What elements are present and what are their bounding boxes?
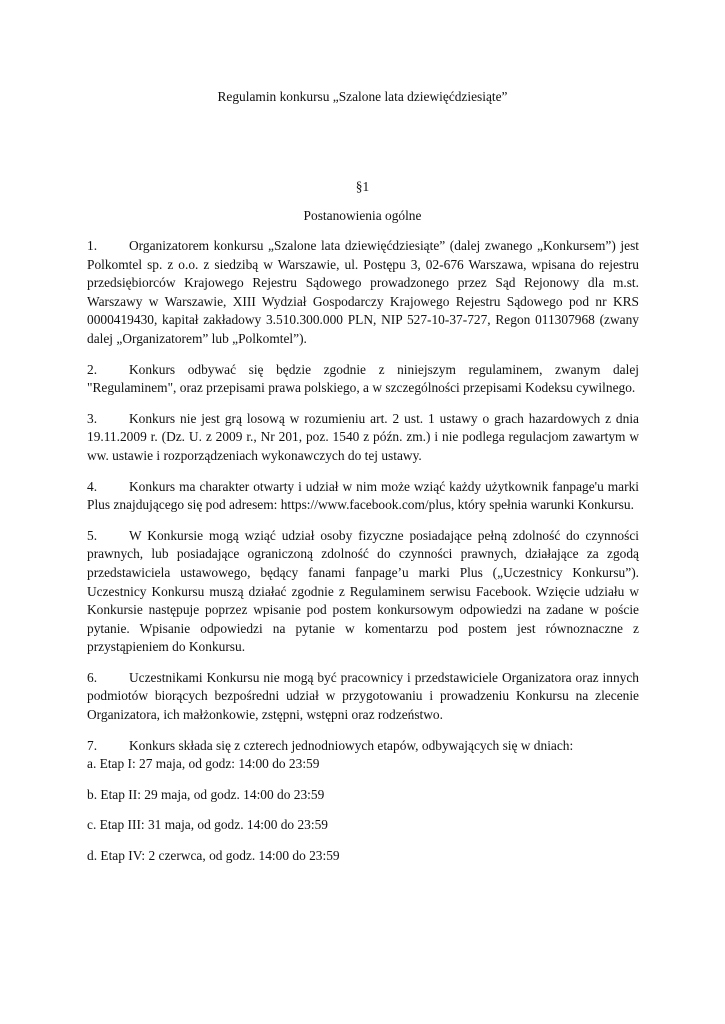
paragraph-text: Konkurs ma charakter otwarty i udział w nim może wziąć każdy użytkownik fanpage'u marki Plus znajdującego się pod adresem: https://www.facebook.com/plus, który spełnia warunki Konkursu. (87, 478, 639, 513)
section-number: §1 (355, 179, 370, 194)
paragraph-number: 7. (87, 737, 98, 753)
paragraph-text: Konkurs odbywać się będzie zgodnie z niniejszym regulaminem, zwanym dalej "Regulaminem", oraz przepisami prawa polskiego, a w szczególności przepisami Kodeksu cywilnego. (87, 361, 639, 396)
paragraph-2 (87, 361, 639, 398)
paragraph-text: Konkurs nie jest grą losową w rozumieniu art. 2 ust. 1 ustawy o grach hazardowych z dnia 19.11.2009 r. (Dz. U. z 2009 r., Nr 201, poz. 1540 z późn. zm.) i nie podlega regulacjom zawartym w ww. ustawie i rozporządzeniach wykonawczych do tej ustawy. (87, 410, 639, 463)
paragraph-number: 3. (87, 410, 98, 426)
stage-item: c. Etap III: 31 maja, od godz. 14:00 do 23:59 (87, 817, 328, 833)
paragraph-number: 6. (87, 669, 98, 685)
paragraph-3 (87, 410, 639, 466)
paragraph-text: Konkurs składa się z czterech jednodniowych etapów, odbywających się w dniach: (129, 737, 574, 753)
document-body (87, 237, 639, 866)
stage-item: b. Etap II: 29 maja, od godz. 14:00 do 23:59 (87, 786, 325, 802)
document-title: Regulamin konkursu „Szalone lata dziewięćdziesiąte” (217, 89, 508, 104)
paragraph-number: 4. (87, 478, 98, 494)
section-heading: Postanowienia ogólne (303, 208, 422, 223)
stage-item: d. Etap IV: 2 czerwca, od godz. 14:00 do 23:59 (87, 848, 340, 864)
paragraph-number: 2. (87, 361, 98, 377)
paragraph-7 (87, 737, 639, 756)
paragraph-number: 1. (87, 238, 98, 253)
paragraph-number: 5. (87, 527, 98, 543)
paragraph-6 (87, 669, 639, 725)
paragraph-text: Uczestnikami Konkursu nie mogą być pracownicy i przedstawiciele Organizatora oraz innych podmiotów biorących bezpośredni udział w przygotowaniu i prowadzeniu Konkursu na zlecenie Organizatora, ich małżonkowie, zstępni, wstępni oraz rodzeństwo. (87, 669, 639, 723)
paragraph-text: Organizatorem konkursu „Szalone lata dziewięćdziesiąte” (dalej zwanego „Konkursem”) jest Polkomtel sp. z o.o. z siedzibą w Warszawie, ul. Postępu 3, 02-676 Warszawa, wpisana do rejestru przedsiębiorców Krajowego Rejestru Sądowego prowadzonego przez Sąd Rejonowy dla m.st. Warszawy w Warszawie, XIII Wydział Gospodarczy Krajowego Rejestru Sądowego pod nr KRS 0000419430, kapitał zakładowy 3.510.300.000 PLN, NIP 527-10-37-727, Regon 011307968 (zwany dalej „Organizatorem” lub „Polkomtel”). (87, 238, 639, 346)
paragraph-text: W Konkursie mogą wziąć udział osoby fizyczne posiadające pełną zdolność do czynności prawnych, lub posiadające ograniczoną zdolność do czynności prawnych, działające za zgodą przedstawiciela ustawowego, będący fanami fanpage’u marki Plus („Uczestnicy Konkursu”). Uczestnicy Konkursu muszą działać zgodnie z Regulaminem serwisu Facebook. Wzięcie udziału w Konkursie następuje poprzez wpisanie pod postem konkursowym odpowiedzi na zadane w poście pytanie. Wpisanie odpowiedzi na pytanie w komentarzu pod postem jest równoznaczne z przystąpieniem do Konkursu. (87, 527, 639, 655)
stage-list (87, 755, 639, 865)
paragraph-1 (87, 237, 639, 349)
paragraph-5 (87, 527, 639, 657)
stage-item: a. Etap I: 27 maja, od godz: 14:00 do 23:59 (87, 756, 320, 772)
paragraph-4 (87, 478, 639, 515)
